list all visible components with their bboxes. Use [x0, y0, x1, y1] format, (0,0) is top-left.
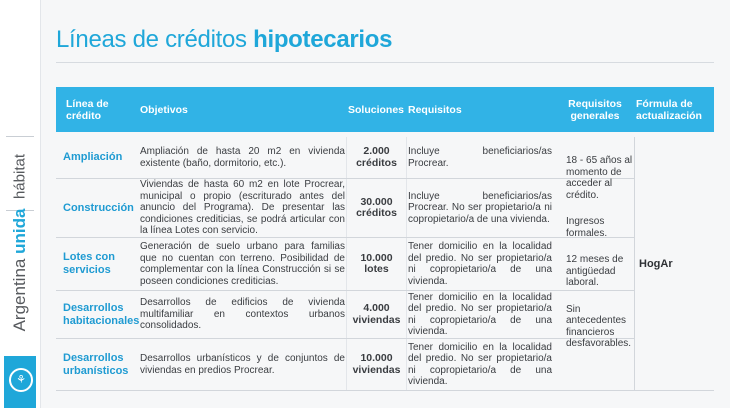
column-divider: [346, 238, 347, 290]
header-soluciones: Soluciones: [348, 103, 405, 116]
seal-icon: ⚘: [9, 368, 33, 392]
row-requisitos: Incluye beneficiarios/as Procrear. No ser propietario/a ni copropietario/a de una vivienda.: [408, 190, 552, 225]
page-title: [56, 26, 392, 54]
column-divider: [346, 179, 347, 237]
row-objetivos: Desarrollos urbanísticos y de conjuntos de viviendas en predios Procrear.: [140, 353, 345, 376]
header-requisitos: Requisitos: [408, 103, 462, 116]
row-linea: Desarrollos urbanísticos: [63, 351, 129, 377]
row-soluciones: 2.000 créditos: [356, 145, 397, 169]
row-soluciones: 4.000 viviendas: [352, 302, 401, 326]
sidebar: [0, 0, 41, 408]
brand-accent: unida: [10, 208, 29, 254]
header-requisitos-generales: Requisitos generales: [568, 97, 622, 122]
column-divider: [406, 238, 407, 290]
row-requisitos: Tener domicilio en la localidad del predio. No ser propietario/a ni copropietario/a de una vivienda.: [408, 341, 552, 387]
sidebar-section-label: hábitat: [11, 153, 29, 200]
column-divider: [346, 339, 347, 390]
column-divider: [346, 291, 347, 338]
table-row: [56, 179, 634, 238]
brand-prefix: Argentina: [10, 253, 29, 332]
column-divider: [406, 339, 407, 390]
table-bottom-rule: [562, 390, 714, 391]
formula-value: HogAr: [639, 258, 673, 270]
sidebar-top: [0, 0, 40, 128]
table-row: [56, 137, 634, 179]
header-formula: Fórmula de actualización: [636, 97, 702, 122]
row-linea: Ampliación: [63, 151, 123, 163]
requisito-general: 12 meses de antigüedad laboral.: [566, 254, 624, 288]
row-linea: Desarrollos habitacionales: [63, 301, 140, 327]
title-divider: [56, 62, 714, 63]
column-divider: [406, 137, 407, 178]
sidebar-brand: [10, 184, 30, 356]
row-soluciones: 10.000 lotes: [360, 251, 393, 275]
column-divider: [346, 137, 347, 178]
government-seal: [4, 356, 36, 408]
column-divider: [406, 179, 407, 237]
row-requisitos: Tener domicilio en la localidad del predio. No ser propietario/a ni copropietario/a de una vivienda.: [408, 241, 552, 287]
title-normal: Líneas de créditos: [56, 26, 254, 53]
requisito-general: Ingresos formales.: [566, 216, 608, 239]
table-row: [56, 339, 634, 391]
row-soluciones: 30.000 créditos: [356, 195, 397, 219]
row-requisitos: Tener domicilio en la localidad del predio. No ser propietario/a ni copropietario/a de una vivienda.: [408, 291, 552, 337]
table-header: [56, 87, 714, 132]
column-divider: [406, 291, 407, 338]
formula-cell: [634, 137, 715, 391]
requisitos-generales-cell: [562, 137, 634, 391]
table-row: [56, 291, 634, 339]
row-objetivos: Desarrollos de edificios de vivienda multifamiliar en contextos urbanos consolidados.: [140, 297, 345, 332]
header-objetivos: Objetivos: [140, 103, 188, 116]
row-requisitos: Incluye beneficiarios/as Procrear.: [408, 146, 552, 169]
row-linea: Construcción: [63, 201, 134, 214]
table-row: [56, 238, 634, 291]
header-linea: Línea de crédito: [66, 97, 109, 122]
row-objetivos: Viviendas de hasta 60 m2 en lote Procrear, municipal o propio (escriturado antes del anuncio del Programa). De presentar las condiciones crediticias, se podrá articular con la línea Lotes con servicio.: [140, 179, 345, 237]
row-linea: Lotes con servicios: [63, 251, 115, 276]
requisito-general: Sin antecedentes financieros desfavorables.: [566, 303, 632, 349]
title-bold: hipotecarios: [253, 26, 393, 53]
row-soluciones: 10.000 viviendas: [352, 352, 401, 376]
row-objetivos: Ampliación de hasta 20 m2 en vivienda existente (baño, dormitorio, etc.).: [140, 146, 345, 169]
row-objetivos: Generación de suelo urbano para familias que no cuentan con terreno. Posibilidad de complementar con la línea Construcción si se poseen condiciones crediticias.: [140, 241, 345, 287]
requisito-general: 18 - 65 años al momento de acceder al crédito.: [566, 155, 633, 201]
sidebar-divider: [6, 136, 34, 137]
